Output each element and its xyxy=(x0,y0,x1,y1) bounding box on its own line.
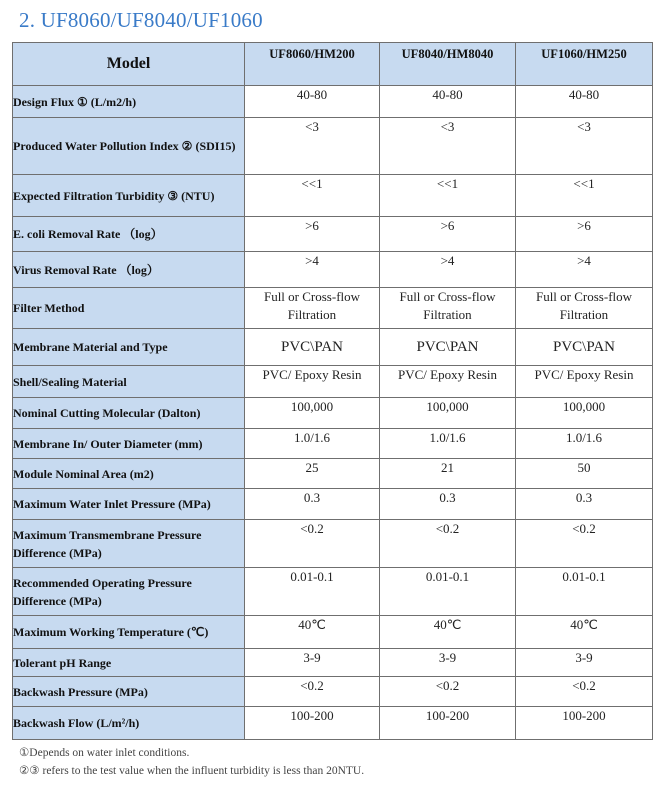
row-value: 50 xyxy=(516,459,653,489)
row-label: Nominal Cutting Molecular (Dalton) xyxy=(13,398,245,429)
row-label: Filter Method xyxy=(13,288,245,329)
row-value: <0.2 xyxy=(380,520,516,568)
row-value: <0.2 xyxy=(516,677,653,707)
row-label: Expected Filtration Turbidity ③ (NTU) xyxy=(13,175,245,217)
row-value: 100,000 xyxy=(380,398,516,429)
table-row xyxy=(13,217,653,252)
table-row xyxy=(13,288,653,329)
footnote-2: ②③ refers to the test value when the influent turbidity is less than 20NTU. xyxy=(19,765,365,777)
row-value: >6 xyxy=(380,217,516,252)
row-value: 40-80 xyxy=(516,86,653,118)
row-value: >6 xyxy=(245,217,380,252)
row-value: 40-80 xyxy=(380,86,516,118)
header-model: Model xyxy=(13,43,245,86)
row-value: 100-200 xyxy=(245,707,380,740)
row-label: E. coli Removal Rate （log） xyxy=(13,217,245,252)
row-label: Module Nominal Area (m2) xyxy=(13,459,245,489)
row-value: 25 xyxy=(245,459,380,489)
row-value: <0.2 xyxy=(380,677,516,707)
table-row xyxy=(13,489,653,520)
row-value: >4 xyxy=(245,252,380,288)
table-row xyxy=(13,616,653,649)
table-row xyxy=(13,118,653,175)
row-value: <<1 xyxy=(380,175,516,217)
row-label: Membrane In/ Outer Diameter (mm) xyxy=(13,429,245,459)
row-label: Virus Removal Rate （log） xyxy=(13,252,245,288)
table-row xyxy=(13,459,653,489)
table-row xyxy=(13,520,653,568)
row-value: 100-200 xyxy=(380,707,516,740)
row-value: <<1 xyxy=(245,175,380,217)
row-value: 0.3 xyxy=(245,489,380,520)
header-uf8040: UF8040/HM8040 xyxy=(380,43,516,86)
row-value: 0.01-0.1 xyxy=(245,568,380,616)
row-label: Maximum Transmembrane Pressure Difference (MPa) xyxy=(13,520,245,568)
row-label: Recommended Operating Pressure Difference (MPa) xyxy=(13,568,245,616)
row-value: 100,000 xyxy=(245,398,380,429)
row-label: Backwash Pressure (MPa) xyxy=(13,677,245,707)
row-value: <3 xyxy=(380,118,516,175)
row-value: 40-80 xyxy=(245,86,380,118)
row-value: >4 xyxy=(516,252,653,288)
table-row xyxy=(13,86,653,118)
row-value: PVC\PAN xyxy=(245,329,380,366)
row-value: 1.0/1.6 xyxy=(516,429,653,459)
row-value: 40℃ xyxy=(380,616,516,649)
row-value: Full or Cross-flow Filtration xyxy=(380,288,516,329)
row-value: Full or Cross-flow Filtration xyxy=(516,288,653,329)
footnotes xyxy=(19,744,364,780)
row-value: PVC/ Epoxy Resin xyxy=(245,366,380,398)
row-value: <3 xyxy=(516,118,653,175)
row-value: 3-9 xyxy=(380,649,516,677)
row-value: 40℃ xyxy=(516,616,653,649)
table-row xyxy=(13,649,653,677)
row-value: 0.01-0.1 xyxy=(380,568,516,616)
row-value: Full or Cross-flow Filtration xyxy=(245,288,380,329)
row-value: 100,000 xyxy=(516,398,653,429)
table-row xyxy=(13,429,653,459)
row-value: PVC\PAN xyxy=(516,329,653,366)
row-value: 1.0/1.6 xyxy=(380,429,516,459)
row-value: 3-9 xyxy=(516,649,653,677)
footnote-1: ①Depends on water inlet conditions. xyxy=(19,747,190,759)
row-value: 21 xyxy=(380,459,516,489)
row-value: PVC/ Epoxy Resin xyxy=(516,366,653,398)
row-label: Maximum Working Temperature (℃) xyxy=(13,616,245,649)
row-value: 0.3 xyxy=(516,489,653,520)
row-value: <<1 xyxy=(516,175,653,217)
row-label: Backwash Flow (L/m²/h) xyxy=(13,707,245,740)
table-row xyxy=(13,568,653,616)
row-label: Produced Water Pollution Index ② (SDI15) xyxy=(13,118,245,175)
row-value: >4 xyxy=(380,252,516,288)
table-row xyxy=(13,366,653,398)
table-row xyxy=(13,175,653,217)
row-value: <0.2 xyxy=(245,677,380,707)
row-value: 40℃ xyxy=(245,616,380,649)
row-value: 0.01-0.1 xyxy=(516,568,653,616)
row-label: Tolerant pH Range xyxy=(13,649,245,677)
row-value: <3 xyxy=(245,118,380,175)
row-label: Maximum Water Inlet Pressure (MPa) xyxy=(13,489,245,520)
header-uf8060: UF8060/HM200 xyxy=(245,43,380,86)
row-label: Design Flux ① (L/m2/h) xyxy=(13,86,245,118)
row-value: 100-200 xyxy=(516,707,653,740)
table-row xyxy=(13,677,653,707)
row-value: <0.2 xyxy=(245,520,380,568)
header-uf1060: UF1060/HM250 xyxy=(516,43,653,86)
row-label: Shell/Sealing Material xyxy=(13,366,245,398)
row-value: 1.0/1.6 xyxy=(245,429,380,459)
row-value: PVC/ Epoxy Resin xyxy=(380,366,516,398)
table-row xyxy=(13,398,653,429)
row-value: <0.2 xyxy=(516,520,653,568)
spec-table xyxy=(12,42,653,740)
row-label: Membrane Material and Type xyxy=(13,329,245,366)
row-value: 0.3 xyxy=(380,489,516,520)
table-row xyxy=(13,707,653,740)
table-row xyxy=(13,252,653,288)
row-value: >6 xyxy=(516,217,653,252)
row-value: PVC\PAN xyxy=(380,329,516,366)
page-title: 2. UF8060/UF8040/UF1060 xyxy=(19,8,263,32)
table-row xyxy=(13,329,653,366)
table-header-row xyxy=(13,43,653,86)
row-value: 3-9 xyxy=(245,649,380,677)
